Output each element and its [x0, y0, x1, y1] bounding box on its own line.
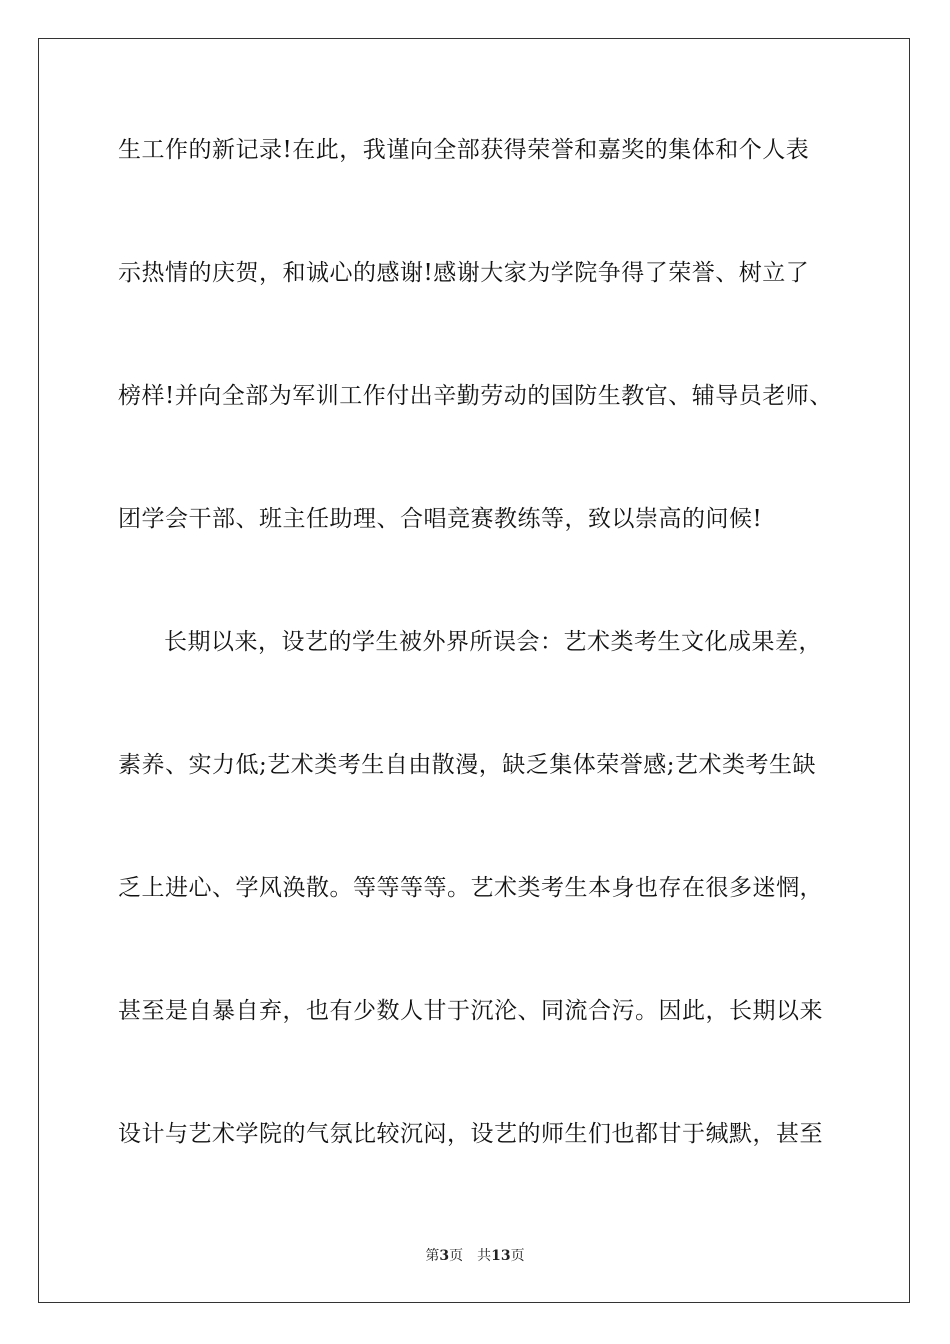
- body-text-line: 乏上进心、学风涣散。等等等等。艺术类考生本身也存在很多迷惘，: [118, 875, 823, 901]
- page-border: [38, 38, 910, 1303]
- body-text-line: 生工作的新记录!在此，我谨向全部获得荣誉和嘉奖的集体和个人表: [118, 137, 810, 163]
- body-text-line: 甚至是自暴自弃，也有少数人甘于沉沦、同流合污。因此，长期以来: [118, 998, 823, 1024]
- total-prefix: 共: [477, 1248, 492, 1264]
- body-text-line: 团学会干部、班主任助理、合唱竞赛教练等，致以崇高的问候!: [118, 506, 763, 532]
- body-text-line: 素养、实力低;艺术类考生自由散漫，缺乏集体荣誉感;艺术类考生缺: [118, 752, 816, 778]
- total-pages: 13: [491, 1248, 511, 1264]
- page-suffix: 页: [449, 1248, 464, 1264]
- body-text-line: 示热情的庆贺，和诚心的感谢!感谢大家为学院争得了荣誉、树立了: [118, 260, 810, 286]
- page-prefix: 第: [425, 1248, 440, 1264]
- page-footer: [0, 1246, 950, 1266]
- paragraph-start-line: 长期以来，设艺的学生被外界所误会：艺术类考生文化成果差，: [164, 629, 822, 655]
- body-text-line: 榜样!并向全部为军训工作付出辛勤劳动的国防生教官、辅导员老师、: [118, 383, 833, 409]
- body-text-line: 设计与艺术学院的气氛比较沉闷，设艺的师生们也都甘于缄默，甚至: [118, 1121, 823, 1147]
- total-suffix: 页: [510, 1248, 525, 1264]
- page-number: 3: [439, 1248, 450, 1264]
